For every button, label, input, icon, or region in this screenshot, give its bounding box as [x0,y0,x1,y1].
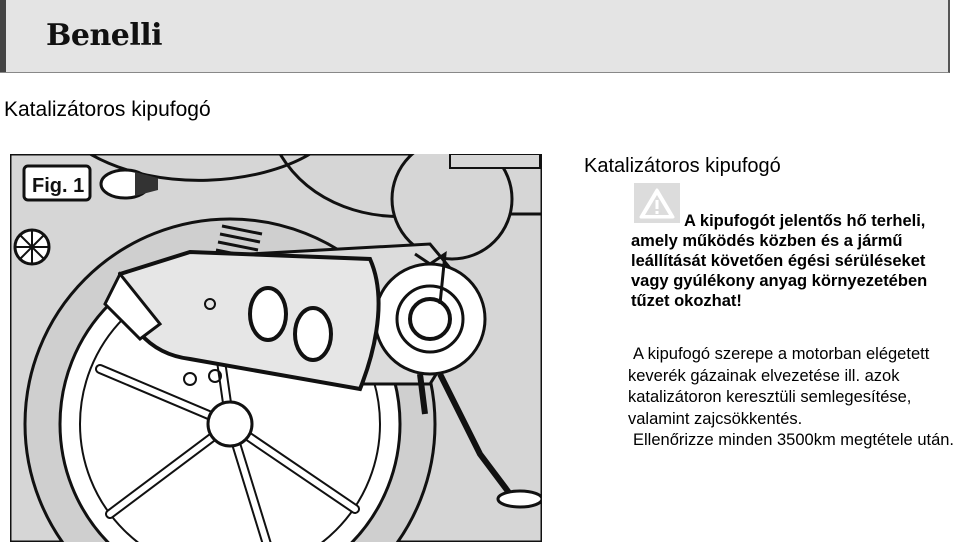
exhaust-illustration [10,154,542,542]
paragraph-exhaust-role: A kipufogó szerepe a motorban elégetett keverék gázainak elvezetése ill. azok katalizátoron keresztüli semlegesítése, valamint zajcsökkentés. [628,345,930,428]
exhaust-figure [10,154,542,542]
header-edge [0,0,6,72]
page-header [0,0,950,73]
section-body [628,344,959,452]
paragraph-check-interval: Ellenőrizze minden 3500km megtétele után. [633,431,955,449]
brand-logo: Benelli [46,18,163,53]
page-title: Katalizátoros kipufogó [4,98,211,121]
section-title: Katalizátoros kipufogó [584,155,781,177]
warning-text: A kipufogót jelentős hő terheli, amely működés közben és a jármű leállítását követően égési sérüléseket vagy gyúlékony anyag környezetében tűzet okozhat! [631,212,928,310]
figure-label: Fig. 1 [32,175,85,197]
